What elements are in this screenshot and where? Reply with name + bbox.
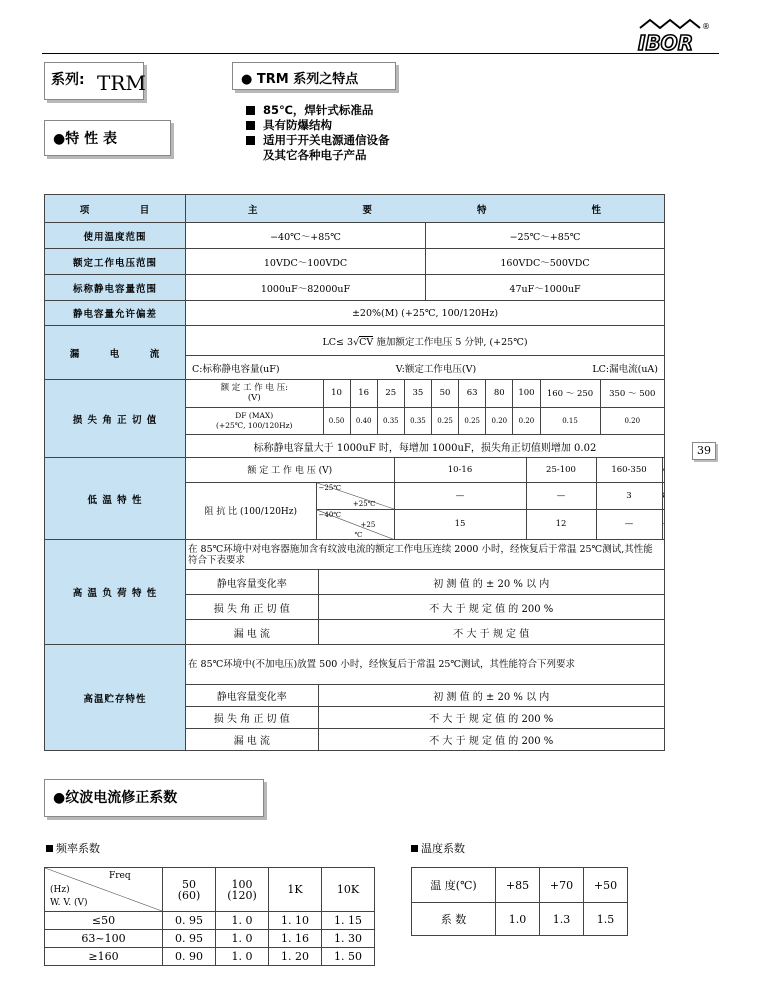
tangent-subtable: 额 定 工 作 电 压: (V) 10 16 25 35 50 63 80 100 160 ～ 250 350 ～ 500 DF (MAX) (+25℃, 100/120Hz) 0.50 0.40 0.35 0.35 0.25 0.25 0.20 0.20 0.15 0.20 — [186, 380, 665, 435]
feature-item: 适用于开关电源通信设备 — [246, 133, 390, 148]
series-value: TRM — [97, 71, 146, 95]
row-label: 损 失 角 正 切 值 — [45, 380, 186, 458]
table-row: ≤50 0. 95 1. 0 1. 10 1. 15 — [45, 912, 375, 930]
table-row: 63~100 0. 95 1. 0 1. 16 1. 30 — [45, 930, 375, 948]
cell-value: −40℃～+85℃ — [186, 223, 426, 249]
series-tab — [44, 62, 144, 100]
series-label: 系列: — [51, 72, 85, 88]
high-temp-storage-desc: 在 85℃环境中(不加电压)放置 500 小时，经恢复后于常温 25℃测试，其性能符合下列要求 — [186, 645, 665, 685]
table-row: 温 度(℃) +85 +70 +50 — [412, 868, 628, 903]
table-row: 系 数 1.0 1.3 1.5 — [412, 903, 628, 936]
row-label: 使用温度范围 — [45, 223, 186, 249]
cell-value: ±20%(M) (+25℃, 100/120Hz) — [186, 301, 665, 326]
leakage-formula: LC≤ 3√CV 施加额定工作电压 5 分钟, (+25℃) — [186, 326, 665, 356]
cell-value: 1000uF～82000uF — [186, 275, 426, 301]
table-row: 静电容量变化率 初 测 值 的 ± 20 % 以 内 — [45, 685, 665, 707]
freq-coefficient-table: Freq (Hz) W. V. (V) 50 (60) 100 (120) 1K 10K ≤50 0. 95 1. 0 1. 10 1. 15 63~100 0. 95 1. 0 1. 16 1. 30 ≥160 0. 90 1. 0 1. 20 1. 50 — [44, 867, 375, 966]
table-row: 损 失 角 正 切 值 不 大 于 规 定 值 的 200 % — [45, 595, 665, 620]
sqrt-icon: √ — [353, 336, 360, 348]
table-row — [45, 380, 665, 435]
characteristics-table — [44, 194, 665, 751]
temp-coefficient-table — [411, 867, 628, 936]
row-label: 额定工作电压范围 — [45, 249, 186, 275]
diag-cell: −25℃ +25℃ — [316, 482, 394, 509]
feature-item: 具有防爆结构 — [246, 118, 390, 133]
row-label: 低 温 特 性 — [45, 458, 186, 540]
page-number: 39 — [692, 442, 716, 460]
leakage-legend: C:标称静电容量(uF) V:额定工作电压(V) LC:漏电流(uA) — [186, 356, 665, 380]
table-row — [45, 645, 665, 685]
impedance-label: 阻 抗 比 (100/120Hz) — [186, 482, 316, 539]
row-label: 高温贮存特性 — [45, 645, 186, 751]
freq-caption: 频率系数 — [46, 840, 100, 856]
tangent-note: 标称静电容量大于 1000uF 时，每增加 1000uF，损失角正切值则增加 0.02 — [186, 435, 665, 458]
table-row — [45, 540, 665, 570]
table-row: ≥160 0. 90 1. 0 1. 20 1. 50 — [45, 948, 375, 966]
cell-value: 10VDC～100VDC — [186, 249, 426, 275]
characteristics-title: ●特 性 表 — [44, 120, 171, 156]
low-temp-subtable: 额 定 工 作 电 压 (V) 10-16 25-100 160-350 阻 抗 比 (100/120Hz) −25℃ +25℃ — — 3 −40℃ +25 ℃ 15 12 — — [186, 458, 665, 540]
ripple-title: ●纹波电流修正系数 — [44, 779, 264, 817]
logo-wordmark: IBOR — [638, 31, 694, 54]
feature-item-continuation: 及其它各种电子产品 — [263, 148, 367, 162]
freq-corner-cell: Freq (Hz) W. V. (V) — [45, 868, 163, 912]
header-main: 主 要 特 性 — [186, 195, 665, 223]
square-bullet-icon — [46, 845, 53, 852]
high-temp-load-desc: 在 85℃环境中对电容器施加含有纹波电流的额定工作电压连续 2000 小时，经恢复后于常温 25℃测试,其性能符合下表要求 — [186, 540, 665, 570]
square-bullet-icon — [246, 136, 255, 145]
temp-caption: 温度系数 — [411, 840, 465, 856]
table-row — [45, 249, 665, 275]
feature-item: 85℃，焊针式标准品 — [246, 103, 390, 118]
cell-value: 160VDC～500VDC — [426, 249, 665, 275]
table-row — [45, 458, 665, 540]
ibor-logo — [636, 18, 716, 54]
table-row: 漏 电 流 不 大 于 规 定 值 的 200 % — [45, 729, 665, 751]
square-bullet-icon — [246, 106, 255, 115]
row-label: 静电容量允许偏差 — [45, 301, 186, 326]
table-row — [45, 223, 665, 249]
cell-value: 47uF～1000uF — [426, 275, 665, 301]
row-label: 标称静电容量范围 — [45, 275, 186, 301]
table-row — [45, 301, 665, 326]
table-row: 静电容量变化率 初 测 值 的 ± 20 % 以 内 — [45, 570, 665, 595]
square-bullet-icon — [246, 121, 255, 130]
row-label-leakage: 漏 电 流 — [45, 326, 186, 380]
header-item: 项 目 — [45, 195, 186, 223]
feature-list — [246, 103, 390, 163]
table-row — [45, 275, 665, 301]
table-row: 漏 电 流 不 大 于 规 定 值 — [45, 620, 665, 645]
square-bullet-icon — [411, 845, 418, 852]
diag-cell: −40℃ +25 ℃ — [316, 509, 394, 539]
registered-mark: ® — [702, 22, 710, 31]
table-row — [45, 326, 665, 356]
header-rule — [42, 53, 719, 54]
row-label: 高 温 负 荷 特 性 — [45, 540, 186, 645]
features-title: ● TRM 系列之特点 — [232, 62, 396, 90]
cell-value: −25℃～+85℃ — [426, 223, 665, 249]
table-row: 损 失 角 正 切 值 不 大 于 规 定 值 的 200 % — [45, 707, 665, 729]
